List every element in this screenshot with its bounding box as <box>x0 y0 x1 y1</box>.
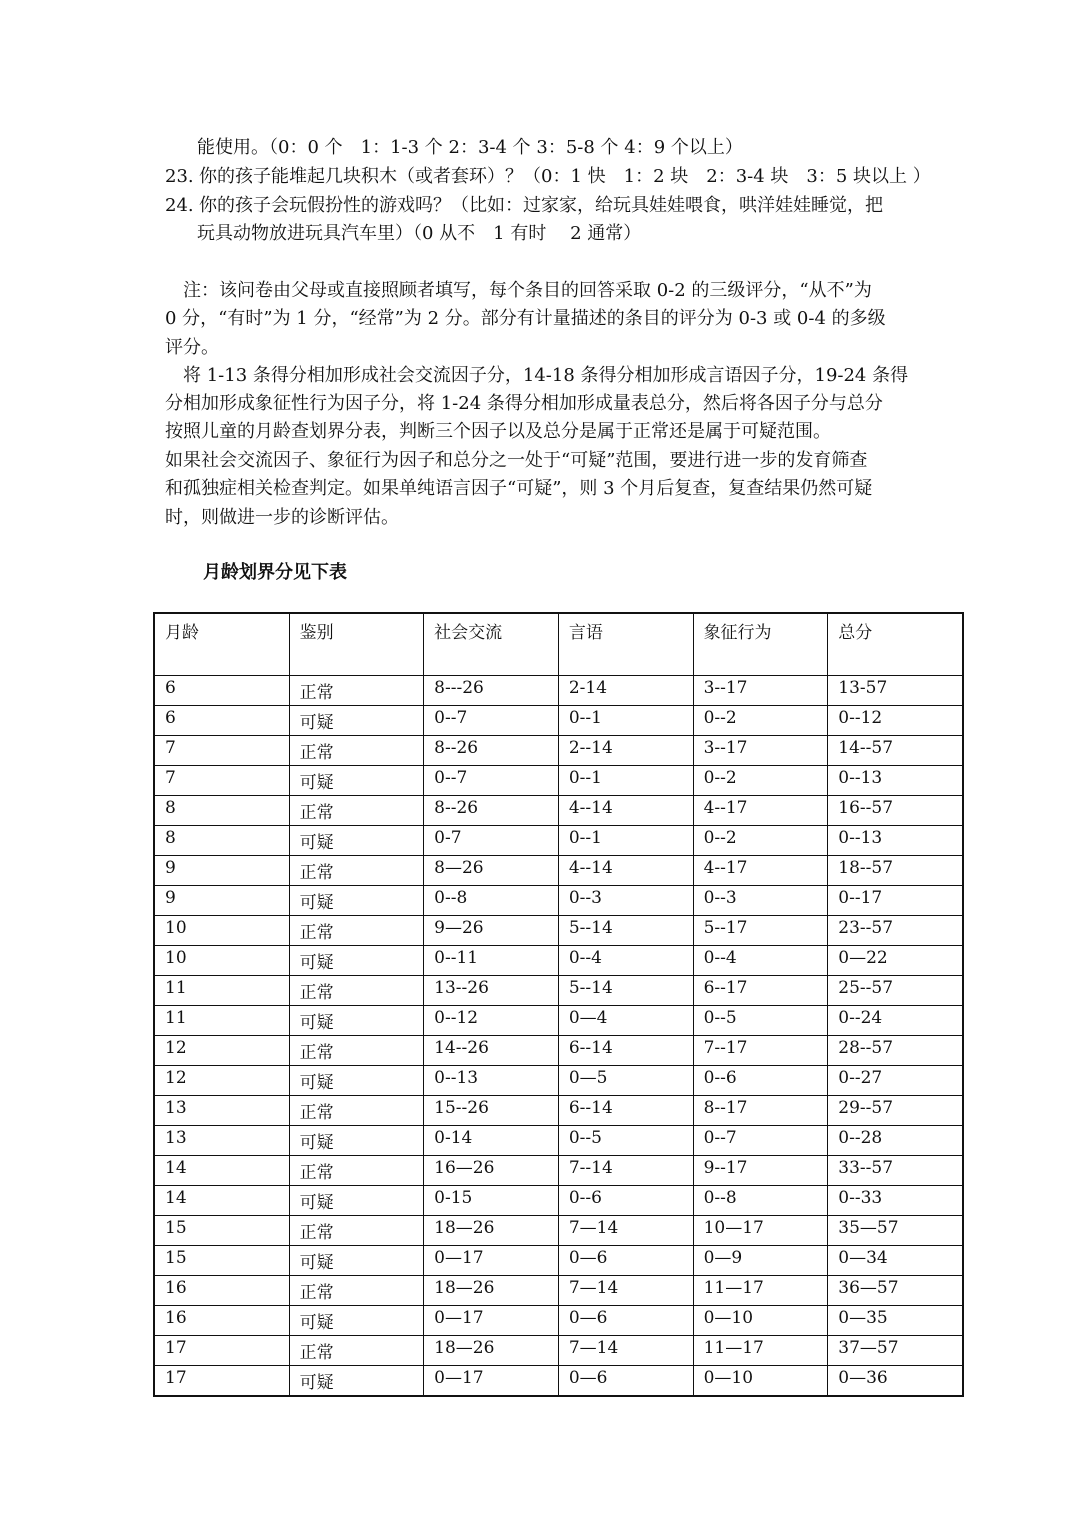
table-row <box>154 676 963 706</box>
table-cell: 0--28 <box>828 1126 963 1156</box>
table-cell: 18—26 <box>424 1216 559 1246</box>
table-cell: 0--17 <box>828 886 963 916</box>
table-row <box>154 1126 963 1156</box>
table-cell: 9 <box>154 886 289 916</box>
column-header: 言语 <box>558 613 693 676</box>
table-cell: 6--14 <box>558 1036 693 1066</box>
table-cell: 可疑 <box>289 766 424 796</box>
table-cell: 0--7 <box>424 766 559 796</box>
table-cell: 0—6 <box>558 1366 693 1397</box>
table-cell: 11—17 <box>693 1336 828 1366</box>
table-cell: 11 <box>154 976 289 1006</box>
table-cell: 可疑 <box>289 946 424 976</box>
table-cell: 0-14 <box>424 1126 559 1156</box>
table-cell: 0--13 <box>828 766 963 796</box>
table-cell: 3--17 <box>693 736 828 766</box>
table-cell: 正常 <box>289 1036 424 1066</box>
table-cell: 10 <box>154 946 289 976</box>
table-cell: 16 <box>154 1306 289 1336</box>
table-cell: 4--17 <box>693 796 828 826</box>
table-cell: 5--14 <box>558 916 693 946</box>
note-line: 按照儿童的月龄查划界分表，判断三个因子以及总分是属于正常还是属于可疑范围。 <box>165 421 831 442</box>
table-cell: 正常 <box>289 736 424 766</box>
table-cell: 正常 <box>289 796 424 826</box>
note-line: 如果社会交流因子、象征行为因子和总分之一处于“可疑”范围，要进行进一步的发育筛查 <box>165 450 868 471</box>
table-cell: 6 <box>154 676 289 706</box>
note-line: 0 分，“有时”为 1 分，“经常”为 2 分。部分有计量描述的条目的评分为 0-3 或 0-4 的多级 <box>165 308 886 329</box>
table-cell: 0--13 <box>424 1066 559 1096</box>
table-cell: 0-15 <box>424 1186 559 1216</box>
table-cell: 0--3 <box>558 886 693 916</box>
table-row <box>154 1156 963 1186</box>
note-line: 评分。 <box>165 337 219 358</box>
question-24-line-2: 玩具动物放进玩具汽车里）（0 从不 1 有时 2 通常） <box>197 223 642 244</box>
table-row <box>154 1216 963 1246</box>
table-cell: 0—4 <box>558 1006 693 1036</box>
table-cell: 0--8 <box>693 1186 828 1216</box>
table-cell: 10 <box>154 916 289 946</box>
table-cell: 0--2 <box>693 766 828 796</box>
table-cell: 4--14 <box>558 856 693 886</box>
table-cell: 7 <box>154 766 289 796</box>
table-cell: 0--1 <box>558 826 693 856</box>
table-cell: 0—22 <box>828 946 963 976</box>
table-cell: 7--14 <box>558 1156 693 1186</box>
table-cell: 8 <box>154 796 289 826</box>
table-cell: 3--17 <box>693 676 828 706</box>
table-cell: 8---26 <box>424 676 559 706</box>
table-cell: 正常 <box>289 856 424 886</box>
table-cell: 33--57 <box>828 1156 963 1186</box>
table-row <box>154 946 963 976</box>
table-cell: 0--27 <box>828 1066 963 1096</box>
table-row <box>154 976 963 1006</box>
table-cell: 可疑 <box>289 1186 424 1216</box>
column-header: 社会交流 <box>424 613 559 676</box>
table-cell: 0--1 <box>558 706 693 736</box>
table-row <box>154 1366 963 1397</box>
table-row <box>154 886 963 916</box>
table-cell: 13-57 <box>828 676 963 706</box>
table-cell: 2--14 <box>558 736 693 766</box>
table-cell: 2-14 <box>558 676 693 706</box>
table-cell: 9 <box>154 856 289 886</box>
table-cell: 0--6 <box>558 1186 693 1216</box>
table-cell: 0—34 <box>828 1246 963 1276</box>
table-cell: 0—36 <box>828 1366 963 1397</box>
table-cell: 可疑 <box>289 826 424 856</box>
table-cell: 7 <box>154 736 289 766</box>
table-cell: 9--17 <box>693 1156 828 1186</box>
table-cell: 7—14 <box>558 1276 693 1306</box>
table-cell: 16—26 <box>424 1156 559 1186</box>
table-cell: 正常 <box>289 1216 424 1246</box>
table-row <box>154 1186 963 1216</box>
question-number: 24. <box>165 195 194 216</box>
table-cell: 35—57 <box>828 1216 963 1246</box>
table-cell: 0--2 <box>693 706 828 736</box>
table-cell: 可疑 <box>289 706 424 736</box>
table-cell: 正常 <box>289 676 424 706</box>
note-line: 将 1-13 条得分相加形成社会交流因子分，14-18 条得分相加形成言语因子分，19-24 条得 <box>183 365 909 386</box>
table-cell: 9—26 <box>424 916 559 946</box>
note-line: 时，则做进一步的诊断评估。 <box>165 507 399 528</box>
table-cell: 0—6 <box>558 1246 693 1276</box>
table-cell: 正常 <box>289 1156 424 1186</box>
table-row <box>154 916 963 946</box>
table-header-row <box>154 613 963 676</box>
table-cell: 可疑 <box>289 1246 424 1276</box>
table-cell: 0--5 <box>558 1126 693 1156</box>
column-header: 鉴别 <box>289 613 424 676</box>
table-cell: 13 <box>154 1096 289 1126</box>
table-row <box>154 796 963 826</box>
table-cell: 可疑 <box>289 1366 424 1397</box>
table-cell: 0—10 <box>693 1306 828 1336</box>
table-cell: 7--17 <box>693 1036 828 1066</box>
table-cell: 0--2 <box>693 826 828 856</box>
table-cell: 0—17 <box>424 1246 559 1276</box>
table-cell: 0--3 <box>693 886 828 916</box>
table-cell: 17 <box>154 1336 289 1366</box>
table-cell: 28--57 <box>828 1036 963 1066</box>
table-cell: 14 <box>154 1156 289 1186</box>
table-cell: 6--14 <box>558 1096 693 1126</box>
table-row <box>154 766 963 796</box>
table-cell: 0--13 <box>828 826 963 856</box>
table-cell: 0--24 <box>828 1006 963 1036</box>
table-cell: 10—17 <box>693 1216 828 1246</box>
table-cell: 16 <box>154 1276 289 1306</box>
table-cell: 23--57 <box>828 916 963 946</box>
table-row <box>154 856 963 886</box>
table-cell: 正常 <box>289 1276 424 1306</box>
table-cell: 可疑 <box>289 1006 424 1036</box>
table-cell: 11—17 <box>693 1276 828 1306</box>
table-row <box>154 1276 963 1306</box>
table-cell: 17 <box>154 1366 289 1397</box>
table-cell: 25--57 <box>828 976 963 1006</box>
note-line: 和孤独症相关检查判定。如果单纯语言因子“可疑”，则 3 个月后复查，复查结果仍然可疑 <box>165 478 873 499</box>
table-row <box>154 1006 963 1036</box>
question-24 <box>165 191 883 217</box>
table-cell: 4--17 <box>693 856 828 886</box>
column-header: 总分 <box>828 613 963 676</box>
table-cell: 0--12 <box>828 706 963 736</box>
table-cell: 15--26 <box>424 1096 559 1126</box>
table-cell: 13 <box>154 1126 289 1156</box>
table-cell: 12 <box>154 1066 289 1096</box>
table-cell: 0--6 <box>693 1066 828 1096</box>
table-cell: 0--1 <box>558 766 693 796</box>
table-cell: 0--11 <box>424 946 559 976</box>
table-cell: 6 <box>154 706 289 736</box>
table-cell: 正常 <box>289 1096 424 1126</box>
table-cell: 14--26 <box>424 1036 559 1066</box>
table-cell: 8 <box>154 826 289 856</box>
age-cutoff-table <box>153 612 964 1397</box>
table-row <box>154 1036 963 1066</box>
question-23 <box>165 162 931 188</box>
table-cell: 0--7 <box>424 706 559 736</box>
table-cell: 5--17 <box>693 916 828 946</box>
table-cell: 14 <box>154 1186 289 1216</box>
table-cell: 36—57 <box>828 1276 963 1306</box>
table-cell: 5--14 <box>558 976 693 1006</box>
table-cell: 正常 <box>289 1336 424 1366</box>
table-row <box>154 1066 963 1096</box>
table-cell: 正常 <box>289 916 424 946</box>
table-cell: 0—9 <box>693 1246 828 1276</box>
note-line: 分相加形成象征性行为因子分，将 1-24 条得分相加形成量表总分，然后将各因子分与总分 <box>165 393 883 414</box>
table-cell: 14--57 <box>828 736 963 766</box>
table-cell: 11 <box>154 1006 289 1036</box>
table-cell: 12 <box>154 1036 289 1066</box>
table-cell: 18—26 <box>424 1276 559 1306</box>
table-cell: 0—17 <box>424 1306 559 1336</box>
table-cell: 0—17 <box>424 1366 559 1397</box>
table-cell: 18--57 <box>828 856 963 886</box>
table-cell: 可疑 <box>289 1306 424 1336</box>
table-cell: 16--57 <box>828 796 963 826</box>
table-cell: 0—5 <box>558 1066 693 1096</box>
question-text: 你的孩子能堆起几块积木（或者套环）？（0：1 快 1：2 块 2：3-4 块 3：5 块以上 ） <box>199 166 931 187</box>
table-cell: 18—26 <box>424 1336 559 1366</box>
table-cell: 正常 <box>289 976 424 1006</box>
table-cell: 0--7 <box>693 1126 828 1156</box>
table-cell: 可疑 <box>289 1126 424 1156</box>
table-row <box>154 1306 963 1336</box>
table-row <box>154 1246 963 1276</box>
table-cell: 可疑 <box>289 1066 424 1096</box>
table-cell: 29--57 <box>828 1096 963 1126</box>
table-row <box>154 826 963 856</box>
note-line: 注：该问卷由父母或直接照顾者填写，每个条目的回答采取 0-2 的三级评分，“从不”为 <box>183 280 872 301</box>
table-title: 月龄划界分见下表 <box>203 562 347 583</box>
table-cell: 0—6 <box>558 1306 693 1336</box>
table-cell: 0--33 <box>828 1186 963 1216</box>
question-number: 23. <box>165 166 194 187</box>
column-header: 月龄 <box>154 613 289 676</box>
column-header: 象征行为 <box>693 613 828 676</box>
table-cell: 0--4 <box>558 946 693 976</box>
question-22-continuation: 能使用。（0：0 个 1：1-3 个 2：3-4 个 3：5-8 个 4：9 个以上） <box>197 137 743 158</box>
table-cell: 7—14 <box>558 1336 693 1366</box>
table-cell: 0--8 <box>424 886 559 916</box>
table-cell: 8--26 <box>424 736 559 766</box>
table-cell: 0—10 <box>693 1366 828 1397</box>
table-row <box>154 736 963 766</box>
table-cell: 8--26 <box>424 796 559 826</box>
table-cell: 0-7 <box>424 826 559 856</box>
table-cell: 13--26 <box>424 976 559 1006</box>
table-cell: 6--17 <box>693 976 828 1006</box>
table-cell: 可疑 <box>289 886 424 916</box>
table-cell: 0—35 <box>828 1306 963 1336</box>
table-cell: 8--17 <box>693 1096 828 1126</box>
table-cell: 15 <box>154 1216 289 1246</box>
table-cell: 15 <box>154 1246 289 1276</box>
table-cell: 0--4 <box>693 946 828 976</box>
table-row <box>154 1336 963 1366</box>
table-cell: 4--14 <box>558 796 693 826</box>
table-cell: 0--5 <box>693 1006 828 1036</box>
table-cell: 7—14 <box>558 1216 693 1246</box>
table-cell: 37—57 <box>828 1336 963 1366</box>
table-cell: 8—26 <box>424 856 559 886</box>
table-row <box>154 706 963 736</box>
table-row <box>154 1096 963 1126</box>
table-cell: 0--12 <box>424 1006 559 1036</box>
question-text: 你的孩子会玩假扮性的游戏吗？（比如：过家家，给玩具娃娃喂食，哄洋娃娃睡觉，把 <box>199 195 883 216</box>
